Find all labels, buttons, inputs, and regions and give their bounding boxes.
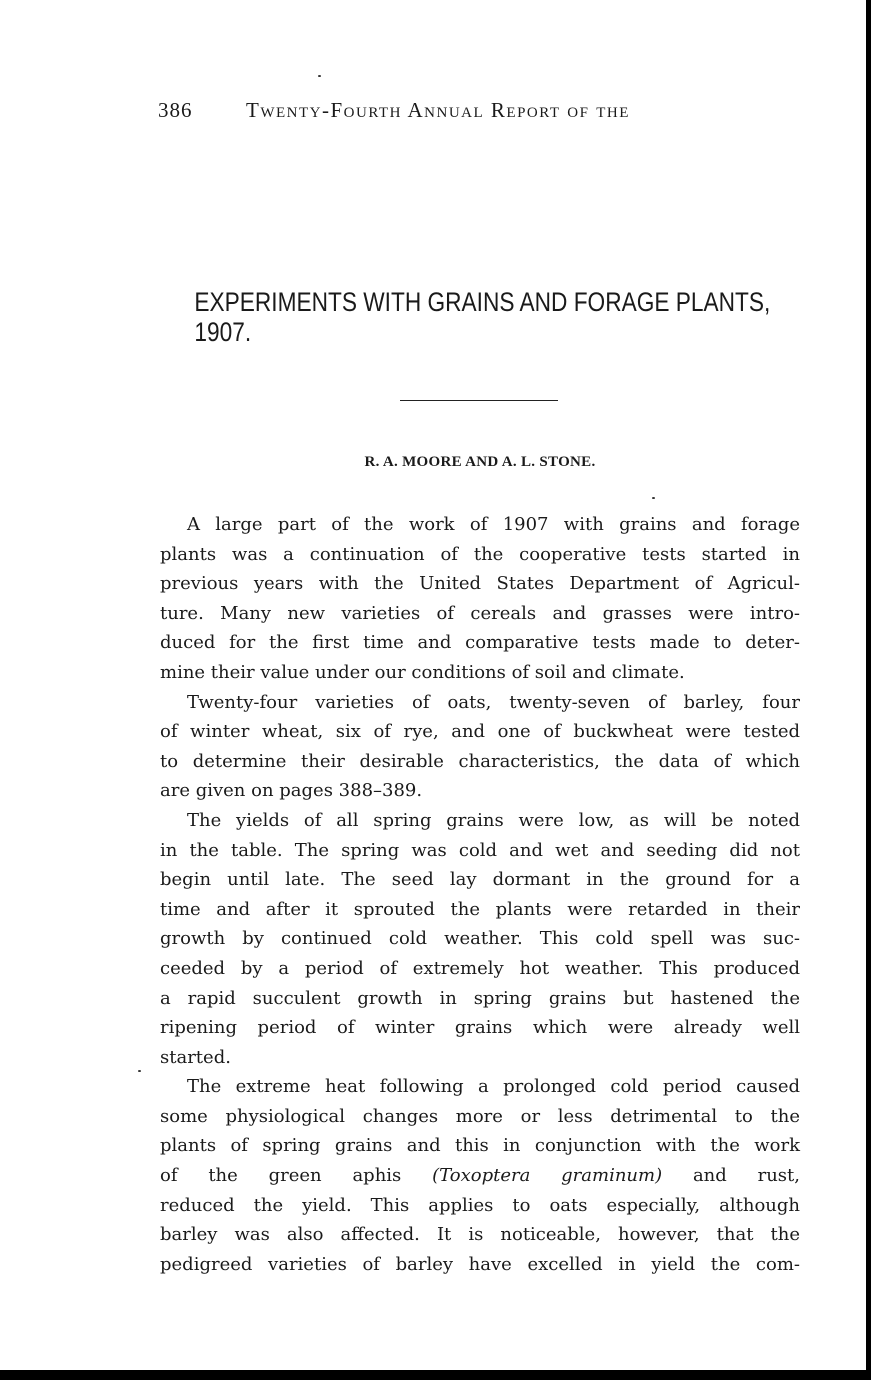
- running-head-title: Twenty-Fourth Annual Report of the: [246, 98, 630, 122]
- paragraph-2: [160, 688, 800, 806]
- text-run: and rust,: [692, 1165, 800, 1187]
- text-line: A large part of the work of 1907 with grains and forage: [187, 514, 800, 535]
- text-line: Twenty-four varieties of oats, twenty-seven of barley, four: [187, 691, 800, 713]
- text-line: growth by continued cold weather. This cold spell was suc-: [160, 928, 800, 950]
- scan-speck: [318, 75, 321, 77]
- text-line: ripening period of winter grains which were already well: [160, 1017, 800, 1039]
- text-run: of the green aphis: [160, 1165, 402, 1187]
- species-name-italic: (Toxoptera graminum): [432, 1165, 663, 1187]
- text-line: The yields of all spring grains were low, as will be noted: [187, 809, 800, 831]
- paragraph-3: [160, 806, 800, 1072]
- text-line: pedigreed varieties of barley have excelled in yield the com-: [160, 1253, 800, 1275]
- authors-byline: R. A. MOORE AND A. L. STONE.: [364, 454, 596, 470]
- text-line-mixed: [160, 1161, 800, 1191]
- text-line: ture. Many new varieties of cereals and grasses were intro-: [160, 602, 800, 624]
- text-line: previous years with the United States Department of Agricul-: [160, 573, 800, 595]
- text-line: duced for the first time and comparative tests made to deter-: [160, 632, 800, 654]
- text-line: The extreme heat following a prolonged cold period caused: [187, 1076, 800, 1098]
- title-divider-rule: [400, 400, 558, 401]
- scan-edge-right: [866, 0, 871, 1380]
- text-line: of winter wheat, six of rye, and one of buckwheat were tested: [160, 721, 800, 743]
- text-line: time and after it sprouted the plants were retarded in their: [160, 898, 800, 920]
- page-number: 386: [158, 98, 193, 122]
- text-line: mine their value under our conditions of soil and climate.: [160, 661, 685, 683]
- title-line-1: EXPERIMENTS WITH GRAINS AND FORAGE PLANTS,: [194, 287, 771, 317]
- scan-edge-bottom: [0, 1370, 871, 1380]
- scan-speck: [652, 497, 655, 499]
- text-line: begin until late. The seed lay dormant in the ground for a: [160, 869, 800, 891]
- scan-speck: [138, 1070, 141, 1072]
- text-line: reduced the yield. This applies to oats especially, although: [160, 1194, 800, 1216]
- text-line: plants was a continuation of the cooperative tests started in: [160, 543, 800, 565]
- article-body: [160, 510, 800, 1279]
- text-line: ceeded by a period of extremely hot weather. This produced: [160, 957, 800, 979]
- text-line: a rapid succulent growth in spring grains but hastened the: [160, 987, 800, 1009]
- text-line: are given on pages 388–389.: [160, 780, 423, 802]
- title-line-2: 1907.: [194, 316, 252, 347]
- text-line: some physiological changes more or less detrimental to the: [160, 1105, 800, 1127]
- article-title: [194, 282, 771, 347]
- text-line: to determine their desirable characteristics, the data of which: [160, 750, 800, 772]
- text-line: in the table. The spring was cold and wet and seeding did not: [160, 839, 800, 861]
- paragraph-4: [160, 1072, 800, 1279]
- text-line: started.: [160, 1046, 231, 1068]
- text-line: barley was also affected. It is noticeable, however, that the: [160, 1224, 800, 1246]
- text-line: plants of spring grains and this in conjunction with the work: [160, 1135, 800, 1157]
- running-header: [158, 98, 758, 128]
- paragraph-1: [160, 510, 800, 688]
